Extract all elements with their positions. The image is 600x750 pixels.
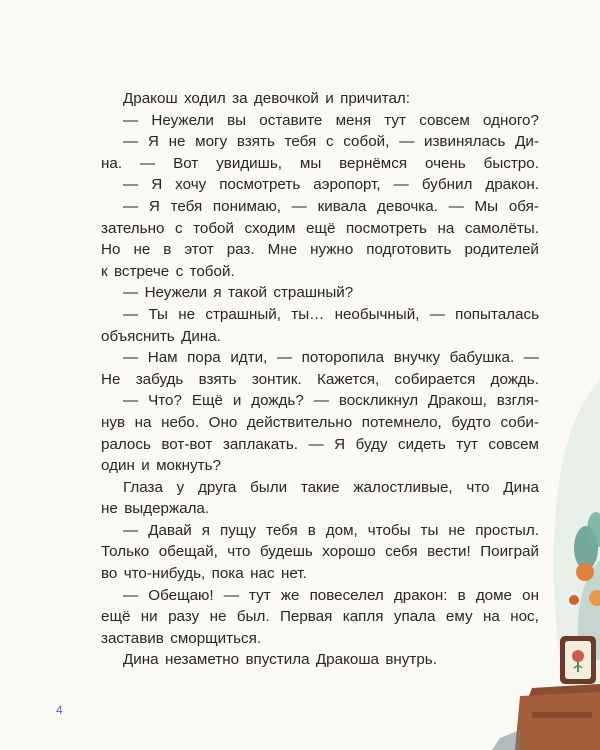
word: доме (475, 586, 513, 604)
word: забудь (135, 370, 184, 388)
text-line (101, 498, 539, 520)
word: и (325, 90, 334, 107)
word: ещё (101, 608, 131, 626)
word: не (133, 241, 151, 259)
text-line (101, 174, 539, 196)
word: страшный, (205, 305, 281, 323)
word: — (123, 349, 139, 367)
word: зонтик. (251, 370, 302, 388)
word: Я (148, 197, 160, 215)
text-line (101, 477, 539, 499)
text-line (101, 412, 539, 434)
word: тут (249, 586, 271, 604)
word: хорошо (322, 543, 376, 561)
word: поторопила (301, 349, 385, 367)
word: тебя (266, 521, 298, 539)
text-line (101, 606, 539, 628)
word: себя (385, 543, 418, 561)
word: этот (184, 241, 214, 259)
word: с (175, 262, 184, 280)
word: бубнил (421, 176, 473, 194)
word: родителей (464, 241, 539, 259)
word: ты (420, 521, 439, 539)
word: Ещё (191, 392, 223, 410)
word: соби- (500, 413, 539, 431)
flower-shape (589, 590, 600, 606)
word: Первая (279, 608, 333, 626)
word: очень (424, 154, 466, 172)
word: извинялась (423, 133, 506, 151)
word: взять (236, 133, 275, 151)
word: — (223, 586, 239, 604)
text-line (101, 649, 539, 671)
text-line (101, 390, 539, 412)
word: такой (228, 284, 267, 302)
word: девочка. (377, 197, 438, 215)
word: вернёмся (339, 154, 408, 172)
word: Мы (474, 197, 499, 215)
text-line (101, 563, 539, 585)
word: не (448, 521, 466, 539)
word: Кажется, (317, 370, 380, 388)
word: обещай, (158, 543, 218, 561)
word: — (399, 133, 415, 151)
word: у (176, 478, 185, 496)
word: совсем (488, 435, 539, 453)
word: оставите (259, 111, 323, 129)
word: на (482, 608, 500, 626)
word: бабушка. (449, 349, 515, 367)
word: дом, (325, 521, 358, 539)
text-line (101, 628, 539, 650)
word: не (101, 500, 118, 518)
word: попыталась (455, 305, 539, 323)
word: с (325, 133, 334, 151)
word: увидишь, (216, 154, 282, 172)
wall-glow-shape (554, 380, 600, 750)
word: в (163, 241, 172, 259)
word: заставив (101, 629, 164, 647)
word: — (123, 133, 139, 151)
leaf-shape (587, 512, 600, 548)
word: Вот (173, 154, 199, 172)
word: Дина (503, 478, 539, 496)
word: же (280, 586, 300, 604)
word: с (174, 219, 183, 237)
word: Дина. (181, 327, 221, 345)
word: страшный? (273, 284, 354, 302)
word: что-нибудь, (123, 565, 206, 583)
word: я (213, 284, 222, 302)
word: вести! (427, 543, 471, 561)
text-line (101, 110, 539, 132)
word: — (123, 284, 139, 302)
word: Дракоша (315, 651, 379, 669)
word: — (448, 197, 464, 215)
word: разу (168, 608, 200, 626)
word: упала (393, 608, 436, 626)
word: Ди- (515, 133, 539, 151)
word: хочу (175, 176, 207, 194)
text-line (101, 131, 539, 153)
word: пущу (219, 521, 257, 539)
word: за (232, 90, 248, 107)
word: тебя (284, 133, 317, 151)
word: пора (187, 349, 221, 367)
word: выдержала. (124, 500, 210, 518)
word: Мне (267, 241, 298, 259)
word: — (123, 197, 139, 215)
word: будто (451, 413, 491, 431)
word: Дракош (123, 90, 178, 107)
word: вот-вот (161, 435, 213, 453)
word: и (232, 392, 242, 410)
word: не (178, 305, 196, 323)
word: сморщиться. (170, 629, 262, 647)
leaf-shape (574, 526, 598, 570)
word: объяснить (101, 327, 175, 345)
word: вы (227, 111, 247, 129)
text-line (101, 196, 539, 218)
word: Неужели (144, 284, 208, 302)
word: такие (300, 478, 340, 496)
story-text (101, 88, 539, 671)
text-line (101, 326, 539, 348)
word: потемнело, (361, 413, 442, 431)
word: простыл. (475, 521, 539, 539)
text-line (101, 218, 539, 240)
word: необычный, (334, 305, 420, 323)
word: воскликнул (338, 392, 419, 410)
word: Я (147, 133, 159, 151)
text-line (101, 585, 539, 607)
text-line (101, 455, 539, 477)
word: быстро. (483, 154, 539, 172)
text-line (101, 153, 539, 175)
word: взгля- (496, 392, 539, 410)
word: что (227, 543, 251, 561)
word: — (523, 349, 539, 367)
word: Давай (148, 521, 192, 539)
picture-frame (560, 636, 596, 684)
word: кивала (317, 197, 367, 215)
word: самолёты. (464, 219, 539, 237)
word: к (101, 262, 108, 280)
word: один (101, 457, 135, 475)
word: заплакать. (222, 435, 298, 453)
text-line (101, 347, 539, 369)
word: ему (445, 608, 473, 626)
word: — (393, 176, 409, 194)
word: пока (211, 565, 244, 583)
word: нужно (310, 241, 354, 259)
word: — (308, 435, 324, 453)
word: внучку (393, 349, 441, 367)
word: нас (250, 565, 275, 583)
word: и (141, 457, 150, 475)
word: Оно (208, 413, 238, 431)
word: впустила (245, 651, 310, 669)
word: сидеть (398, 435, 446, 453)
word: причитал: (340, 90, 411, 107)
word: Я (151, 176, 163, 194)
text-line (101, 282, 539, 304)
dresser-body-shape (515, 692, 600, 750)
word: собирается (394, 370, 476, 388)
word: Только (101, 543, 150, 561)
word: — (123, 111, 139, 129)
word: Но (101, 241, 121, 259)
word: небо. (161, 413, 200, 431)
word: Дина (123, 651, 159, 669)
word: подготовить (366, 241, 452, 259)
word: встрече (114, 262, 170, 280)
word: взять (198, 370, 237, 388)
dresser-top-shape (528, 684, 600, 698)
word: на (134, 413, 152, 431)
text-line (101, 520, 539, 542)
page-number: 4 (56, 703, 63, 717)
curtain-shape (578, 560, 600, 660)
word: понимаю, (212, 197, 281, 215)
word: жалостливые, (353, 478, 453, 496)
text-line (101, 541, 539, 563)
word: тут (384, 111, 406, 129)
word: тебя (170, 197, 203, 215)
word: Обещаю! (148, 586, 214, 604)
word: раз. (226, 241, 255, 259)
word: Дракош, (428, 392, 487, 410)
word: что (466, 478, 490, 496)
word: Что? (148, 392, 182, 410)
word: — (123, 586, 139, 604)
word: обя- (508, 197, 539, 215)
word: не (168, 133, 186, 151)
text-line (101, 239, 539, 261)
word: сходим (244, 219, 296, 237)
word: Не (101, 370, 121, 388)
word: мокнуть? (156, 457, 221, 475)
word: внутрь. (385, 651, 437, 669)
text-line (101, 304, 539, 326)
word: тут (456, 435, 478, 453)
word: Я (334, 435, 346, 453)
word: не (209, 608, 227, 626)
word: нет. (280, 565, 307, 583)
word: Глаза (123, 478, 163, 496)
word: в (307, 521, 316, 539)
word: незаметно (164, 651, 240, 669)
word: Неужели (151, 111, 214, 129)
shadow-shape (492, 730, 520, 750)
word: чтобы (367, 521, 411, 539)
text-line (101, 261, 539, 283)
word: собой, (343, 133, 390, 151)
flower-shape (576, 563, 594, 581)
word: могу (195, 133, 228, 151)
word: будешь (259, 543, 313, 561)
word: — (123, 392, 139, 410)
word: посмотреть (219, 176, 301, 194)
word: девочкой (253, 90, 319, 107)
word: — (139, 154, 156, 172)
word: был. (236, 608, 270, 626)
word: во (101, 565, 118, 583)
word: дракон: (393, 586, 448, 604)
word: тобой (193, 219, 234, 237)
word: — (123, 305, 139, 323)
word: — (276, 349, 293, 367)
text-line (101, 434, 539, 456)
word: капля (342, 608, 384, 626)
word: были (250, 478, 288, 496)
word: дождь. (490, 370, 539, 388)
word: посмотреть (345, 219, 427, 237)
word: дракон. (485, 176, 539, 194)
word: ни (140, 608, 158, 626)
word: действительно (246, 413, 353, 431)
text-line (101, 88, 539, 110)
word: Ты (148, 305, 168, 323)
word: аэропорт, (313, 176, 381, 194)
word: буду (355, 435, 388, 453)
text-line (101, 369, 539, 391)
flower-shape (569, 595, 579, 605)
word: — (291, 197, 307, 215)
word: совсем (419, 111, 470, 129)
word: ты… (291, 305, 325, 323)
word: на (437, 219, 455, 237)
word: — (123, 176, 139, 194)
word: идти, (230, 349, 268, 367)
word: ралось (101, 435, 151, 453)
word: одного? (483, 111, 539, 129)
word: меня (335, 111, 372, 129)
word: повеселел (309, 586, 384, 604)
word: друга (197, 478, 237, 496)
dresser-drawer-shape (532, 712, 592, 718)
word: тобой. (189, 262, 235, 280)
word: нос, (510, 608, 539, 626)
word: — (123, 521, 139, 539)
word: я (201, 521, 210, 539)
word: в (457, 586, 466, 604)
word: Поиграй (480, 543, 539, 561)
word: на. (101, 154, 123, 172)
word: зательно (101, 219, 165, 237)
word: он (522, 586, 539, 604)
word: ходил (184, 90, 226, 107)
word: дождь? (251, 392, 304, 410)
word: — (429, 305, 445, 323)
word: — (313, 392, 329, 410)
word: мы (299, 154, 322, 172)
word: нув (101, 413, 126, 431)
word: ещё (306, 219, 336, 237)
word: Нам (147, 349, 178, 367)
